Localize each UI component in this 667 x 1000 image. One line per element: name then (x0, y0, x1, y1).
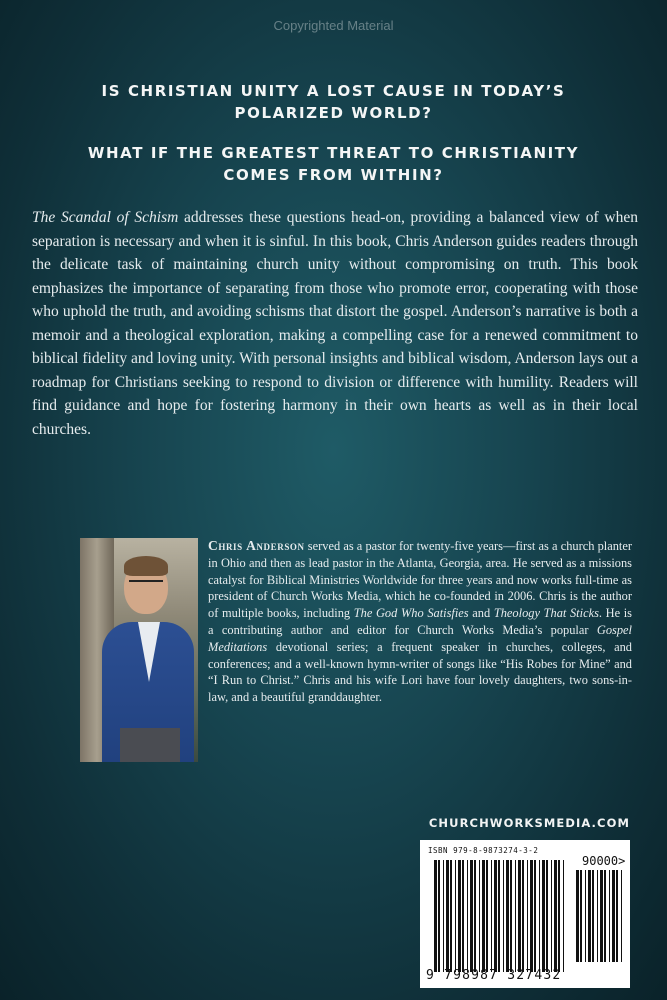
glasses (129, 580, 163, 590)
bio-book-3: Gospel Meditations (208, 622, 632, 654)
barcode-bar (515, 860, 516, 972)
barcode-bar (470, 860, 473, 972)
pants (120, 728, 180, 762)
description-text: addresses these questions head-on, providing a balanced view of when separation is necessary and when it is sinful. In this book, Chris Anderson guides readers through the delicate task of maintaining church unity without compromising on truth. This book emphasizes the importance of separating from those who promote error, cooperating with those who uphold the truth, and avoiding schisms that distort the gospel. Anderson’s narrative is both a memoir and a theological exploration, making a compelling case for a renewed commitment to biblical fidelity and loving unity. With personal insights and biblical wisdom, Anderson lays out a roadmap for Christians seeking to respond to division or difference with humility. Readers will find guidance and hope for fostering harmony in their own hearts as well as in their local churches. (32, 209, 638, 438)
barcode-bar (446, 860, 449, 972)
barcode-bar (580, 870, 582, 962)
barcode-bar (498, 860, 500, 972)
headline-1-line-2: POLARIZED WORLD? (234, 104, 433, 122)
headline-question-2 (0, 142, 667, 186)
barcode-bar (592, 870, 594, 962)
headline-2-line-1: WHAT IF THE GREATEST THREAT TO CHRISTIANITY (87, 144, 580, 162)
barcode-bar (612, 870, 615, 962)
book-description (32, 206, 638, 441)
barcode-bar (558, 860, 560, 972)
barcode-bar (609, 870, 610, 962)
barcode-bar (506, 860, 509, 972)
barcode-bar (443, 860, 444, 972)
headline-1-line-1: IS CHRISTIAN UNITY A LOST CAUSE IN TODAY’S (101, 82, 566, 100)
barcode-bar (482, 860, 485, 972)
author-bio (208, 538, 632, 706)
bio-book-1: The God Who Satisfies (353, 606, 469, 621)
isbn-barcode (434, 860, 564, 972)
price-code: 90000> (582, 854, 626, 868)
bio-book-2: Theology That Sticks (493, 606, 599, 621)
barcode-bar (621, 870, 622, 962)
isbn-digits: 9 798987 327432 (426, 968, 562, 983)
barcode-bar (503, 860, 504, 972)
barcode-bar (474, 860, 476, 972)
bio-part-2: and (468, 606, 494, 621)
barcode-bar (527, 860, 528, 972)
barcode-bar (604, 870, 606, 962)
bio-part-1: served as a pastor for twenty-five years—first as a church planter in Ohio and then as lead pastor in the Atlanta, Georgia, area. He served as a missions catalyst for Biblical Ministries Worldwide for three years and now works full-time as president of Church Works Media, which he co-founded in 2006. Chris is the author of multiple books, including (208, 539, 632, 621)
barcode-bar (491, 860, 492, 972)
barcode-bar (522, 860, 524, 972)
barcode-bar (563, 860, 564, 972)
barcode-bar (600, 870, 603, 962)
author-name: Chris Anderson (208, 538, 305, 553)
bio-part-3: . He is a contributing author and editor for Church Works Media’s popular (208, 606, 633, 637)
barcode-bar (530, 860, 533, 972)
barcode-bar (551, 860, 552, 972)
author-hair (124, 556, 168, 576)
barcode-bar (554, 860, 557, 972)
price-barcode (576, 870, 622, 962)
barcode-bar (576, 870, 579, 962)
isbn-label: ISBN 979-8-9873274-3-2 (428, 846, 539, 855)
barcode-bar (585, 870, 586, 962)
barcode-box (420, 840, 630, 988)
barcode-bar (494, 860, 497, 972)
barcode-bar (462, 860, 464, 972)
book-title: The Scandal of Schism (32, 209, 179, 226)
author-photo (80, 538, 198, 762)
barcode-bar (597, 870, 598, 962)
barcode-bar (534, 860, 536, 972)
barcode-bar (588, 870, 591, 962)
barcode-bar (455, 860, 456, 972)
barcode-bar (434, 860, 437, 972)
barcode-bar (450, 860, 452, 972)
barcode-bar (486, 860, 488, 972)
barcode-bar (616, 870, 618, 962)
barcode-bar (438, 860, 440, 972)
barcode-bar (542, 860, 545, 972)
barcode-bar (467, 860, 468, 972)
barcode-bar (458, 860, 461, 972)
barcode-bar (479, 860, 480, 972)
headline-question-1 (0, 80, 667, 124)
barcode-bar (510, 860, 512, 972)
headline-2-line-2: COMES FROM WITHIN? (223, 166, 444, 184)
bio-part-4: devotional series; a frequent speaker in churches, colleges, and conferences; and a well-known hymn-writer of songs like “His Robes for Mine” and “I Run to Christ.” Chris and his wife Lori have four lovely daughters, two sons-in-law, and a beautiful granddaughter. (208, 639, 632, 705)
barcode-bar (539, 860, 540, 972)
watermark: Copyrighted Material (273, 18, 394, 33)
barcode-bar (546, 860, 548, 972)
publisher-website: CHURCHWORKSMEDIA.COM (428, 816, 630, 830)
barcode-bar (518, 860, 521, 972)
